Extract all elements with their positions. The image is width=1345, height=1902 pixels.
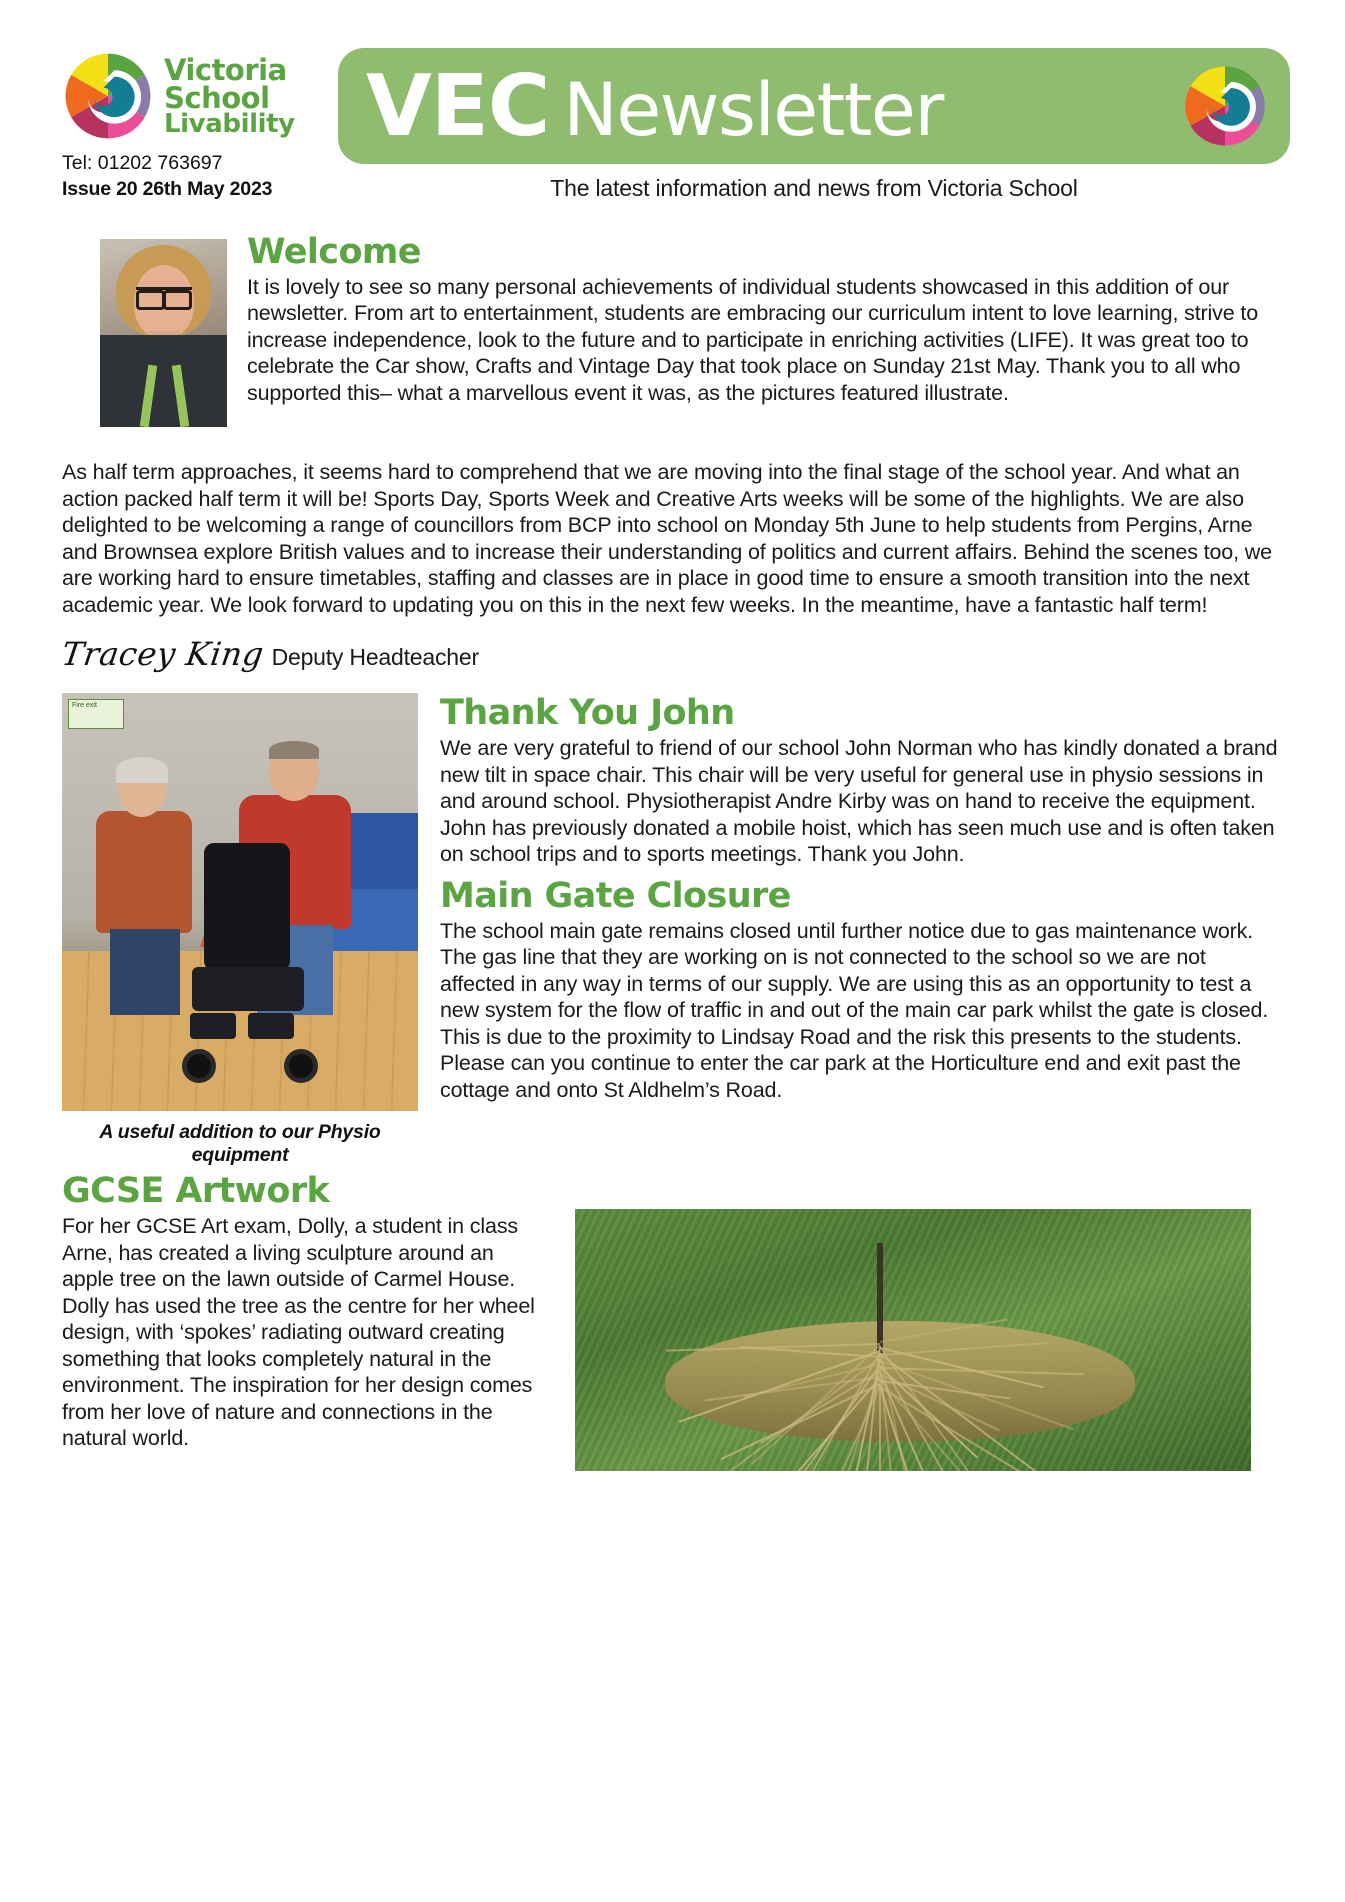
signature-tracey-king: Tracey King: [59, 635, 267, 674]
gcse-artwork-column: [62, 1173, 549, 1452]
tilt-in-space-chair: [178, 843, 328, 1093]
gcse-artwork-heading: GCSE Artwork: [62, 1171, 330, 1212]
issue-and-date: Issue 20 26th May 2023: [62, 177, 273, 200]
brand-line-livability: Livability: [164, 109, 295, 140]
newsletter-tagline: The latest information and news from Victoria School: [550, 175, 1078, 201]
brand-line-school: School: [164, 80, 270, 115]
welcome-paragraph-2: As half term approaches, it seems hard to comprehend that we are moving into the final stage of the school year. And what an action packed half term it will be! Sports Day, Sports Week and Creative Arts weeks will be some of the highlights. We are also delighted to be welcoming a range of councillors from BCP into school on Monday 5th June to help students from Pergins, Arne and Brownsea explore British values and to increase their understanding of politics and current affairs. Behind the scenes too, we are working hard to ensure timetables, staffing and classes are in place in good time to ensure a smooth transition into the next academic year. We look forward to updating you on this in the next few weeks. In the meantime, have a fantastic half term!: [62, 460, 1272, 617]
masthead-column: [338, 40, 1290, 202]
welcome-section: [62, 234, 1285, 431]
thank-you-john-paragraph: We are very grateful to friend of our school John Norman who has kindly donated a brand new tilt in space chair. This chair will be very useful for general use in physio sessions in and around school. Physiotherapist Andre Kirby was on hand to receive the equipment. John has previously donated a mobile hoist, which has seen much use and is often taken on school trips and to sports meetings. Thank you John.: [440, 736, 1278, 867]
newsletter-masthead-banner: [338, 48, 1290, 164]
living-sculpture-photo: [575, 1209, 1251, 1471]
physio-chair-donation-photo: [62, 693, 418, 1111]
signature-role: Deputy Headteacher: [271, 644, 479, 671]
page-content: [0, 234, 1345, 1471]
physio-photo-caption: A useful addition to our Physio equipment: [99, 1121, 381, 1167]
thank-you-john-heading: Thank You John: [440, 693, 735, 734]
garden-photo-column: [575, 1173, 1285, 1471]
fire-exit-sign: Fire exit: [68, 699, 124, 729]
headteacher-portrait-photo: [100, 239, 227, 427]
bottom-two-column-area: [62, 1173, 1285, 1471]
gcse-artwork-paragraph: For her GCSE Art exam, Dolly, a student in class Arne, has created a living sculpture around an apple tree on the lawn outside of Carmel House. Dolly has used the tree as the centre for her wheel design, with ‘spokes’ radiating outward creating something that looks completely natural in the environment. The inspiration for her design comes from her love of nature and connections in the natural world.: [62, 1214, 535, 1451]
victoria-school-pinwheel-logo-icon: [62, 50, 154, 142]
main-gate-closure-heading: Main Gate Closure: [440, 875, 791, 916]
telephone-number: Tel: 01202 763697: [62, 152, 223, 174]
masthead-title: [366, 56, 1176, 156]
welcome-paragraph-1: It is lovely to see so many personal achievements of individual students showcased in this addition of our newsletter. From art to entertainment, students are embracing our curriculum intent to love learning, strive to increase independence, look to the future and to participate in enriching activities (LIFE). It was great too to celebrate the Car show, Crafts and Vintage Day that took place on Sunday 21st May. Thank you to all who supported this– what a marvellous event it was, as the pictures featured illustrate.: [247, 274, 1259, 405]
page-header: [0, 0, 1345, 230]
welcome-heading: Welcome: [247, 234, 421, 272]
main-gate-closure-paragraph: The school main gate remains closed until further notice due to gas maintenance work. The gas line that they are working on is not connected to the school so we are not affected in any way in terms of our supply. We are using this as an opportunity to test a new system for the flow of traffic in and out of the main car park whilst the gate is closed. This is due to the proximity to Lindsay Road and the risk this presents to the students. Please can you continue to enter the car park at the Horticulture end and exit past the cottage and onto St Aldhelm’s Road.: [440, 918, 1269, 1102]
masthead-pinwheel-logo-icon: [1182, 63, 1268, 149]
masthead-title-newsletter: Newsletter: [563, 67, 943, 153]
masthead-title-vec: VEC: [366, 56, 550, 156]
contact-block: [62, 151, 330, 202]
brand-wordmark: [164, 52, 295, 140]
brand-line-victoria: Victoria: [164, 52, 287, 87]
physio-photo-column: [62, 693, 418, 1167]
school-branding: [62, 40, 330, 202]
signature-block: [59, 635, 1285, 674]
articles-column: [440, 693, 1285, 1103]
middle-two-column-area: [62, 693, 1285, 1167]
